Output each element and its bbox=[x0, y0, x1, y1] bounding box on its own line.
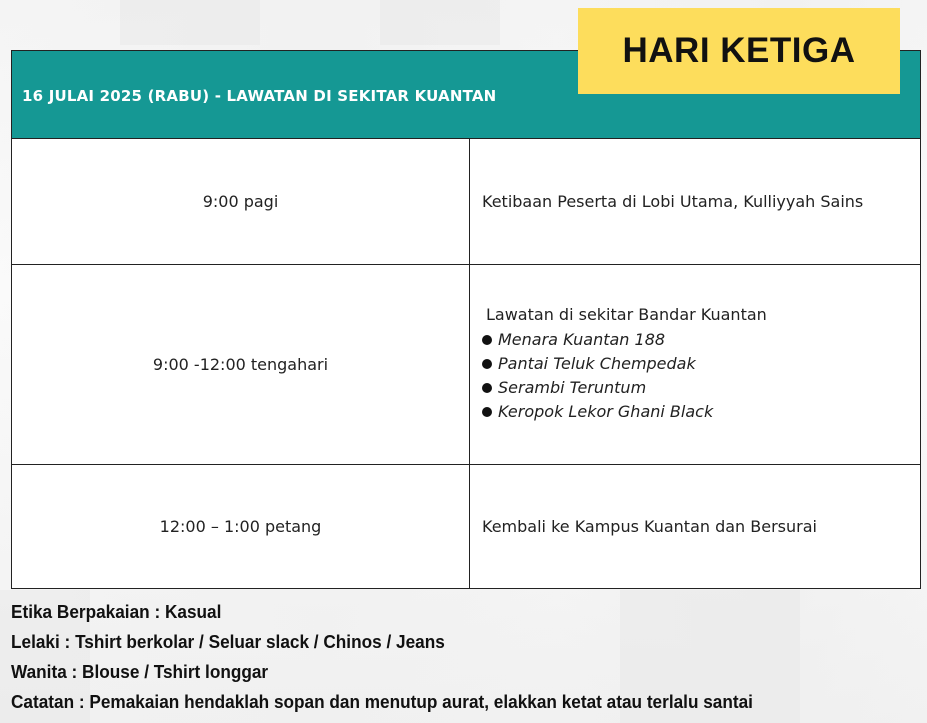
stop-label: Pantai Teluk Chempedak bbox=[498, 354, 696, 373]
stop-label: Serambi Teruntum bbox=[498, 378, 647, 397]
header-title: 16 JULAI 2025 (RABU) - LAWATAN DI SEKITAR KUANTAN bbox=[22, 87, 497, 105]
activity-cell: Kembali ke Kampus Kuantan dan Bersurai bbox=[470, 465, 921, 589]
time-cell: 9:00 pagi bbox=[12, 139, 470, 265]
background-tile bbox=[120, 0, 260, 45]
day-badge-title: HARI KETIGA bbox=[622, 31, 856, 70]
bullet-icon bbox=[482, 407, 492, 417]
list-item bbox=[482, 400, 919, 424]
dress-code-notes bbox=[11, 597, 857, 717]
stops-list bbox=[482, 328, 919, 424]
list-item bbox=[482, 328, 919, 352]
time-cell: 9:00 -12:00 tengahari bbox=[12, 265, 470, 465]
stop-label: Keropok Lekor Ghani Black bbox=[498, 402, 714, 421]
background-tile bbox=[380, 0, 500, 45]
bullet-icon bbox=[482, 383, 492, 393]
activity-intro: Lawatan di sekitar Bandar Kuantan bbox=[486, 305, 767, 324]
list-item bbox=[482, 376, 919, 400]
table-row bbox=[12, 265, 921, 465]
list-item bbox=[482, 352, 919, 376]
bullet-icon bbox=[482, 359, 492, 369]
table-row bbox=[12, 465, 921, 589]
day-badge bbox=[578, 8, 900, 94]
table-row bbox=[12, 139, 921, 265]
note-line: Lelaki : Tshirt berkolar / Seluar slack / Chinos / Jeans bbox=[11, 631, 445, 652]
note-line: Wanita : Blouse / Tshirt longgar bbox=[11, 661, 269, 682]
activity-cell: Ketibaan Peserta di Lobi Utama, Kulliyyah Sains bbox=[470, 139, 921, 265]
schedule-table bbox=[11, 138, 921, 589]
time-cell: 12:00 – 1:00 petang bbox=[12, 465, 470, 589]
note-line: Catatan : Pemakaian hendaklah sopan dan menutup aurat, elakkan ketat atau terlalu santai bbox=[11, 691, 753, 712]
note-line: Etika Berpakaian : Kasual bbox=[11, 601, 222, 622]
activity-cell bbox=[470, 265, 921, 465]
bullet-icon bbox=[482, 335, 492, 345]
stop-label: Menara Kuantan 188 bbox=[498, 330, 666, 349]
